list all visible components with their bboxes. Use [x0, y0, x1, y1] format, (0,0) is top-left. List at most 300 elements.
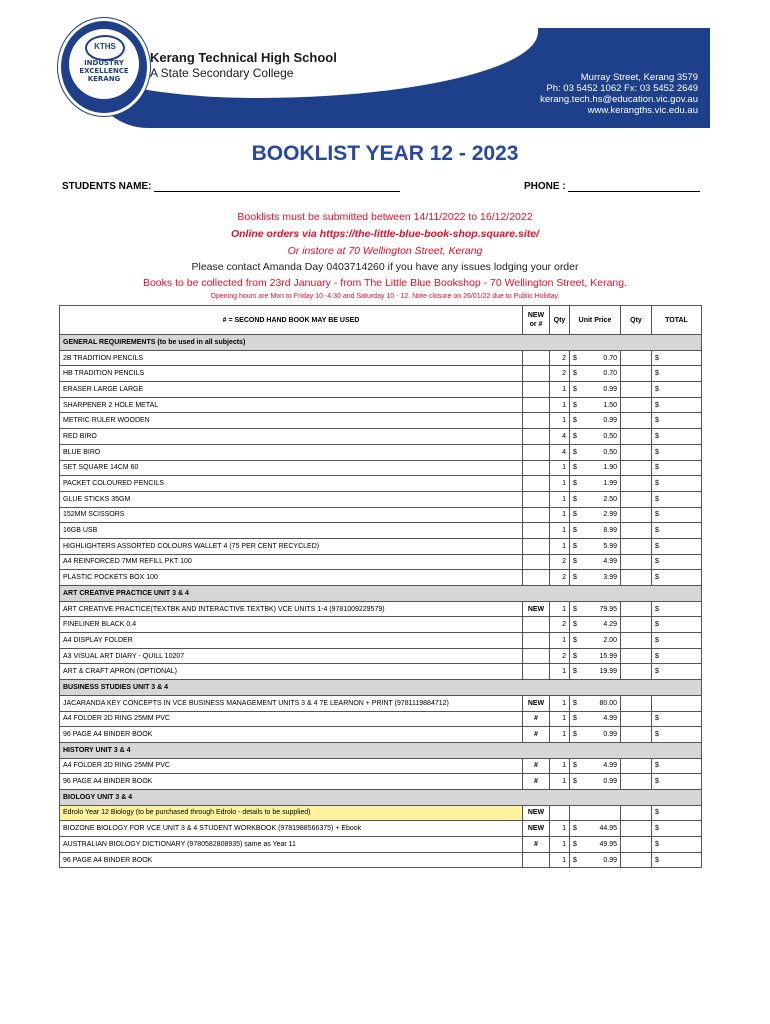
order-qty-input[interactable] — [621, 601, 652, 617]
order-qty-input[interactable] — [621, 570, 652, 586]
price-value: 0.70 — [603, 370, 617, 378]
currency-symbol: $ — [573, 621, 577, 629]
table-body — [60, 335, 702, 868]
item-qty: 1 — [550, 758, 570, 774]
page-title: BOOKLIST YEAR 12 - 2023 — [251, 142, 519, 165]
item-flag: # — [523, 758, 550, 774]
item-flag: NEW — [523, 805, 550, 821]
item-total: $ — [652, 805, 702, 821]
item-description: 2B TRADITION PENCILS — [60, 350, 523, 366]
order-qty-input[interactable] — [621, 821, 652, 837]
section-header-row — [60, 335, 702, 351]
table-row — [60, 507, 702, 523]
item-description: BLUE BIRO — [60, 444, 523, 460]
section-title: BIOLOGY UNIT 3 & 4 — [60, 789, 702, 805]
section-header-row — [60, 680, 702, 696]
item-unit-price — [570, 837, 621, 853]
item-qty: 1 — [550, 460, 570, 476]
price-value: 44.95 — [599, 825, 617, 833]
currency-symbol: $ — [573, 574, 577, 582]
item-flag — [523, 648, 550, 664]
notice-hours: Opening hours are Mon to Friday 10 -4:30 and Saturday 10 - 12. Note closure on 26/01/22 due to Public Holiday. — [210, 293, 560, 300]
price-value: 1.99 — [603, 480, 617, 488]
school-crest-logo — [58, 18, 150, 116]
table-row — [60, 554, 702, 570]
item-description: A4 DISPLAY FOLDER — [60, 633, 523, 649]
table-row — [60, 648, 702, 664]
item-unit-price — [570, 601, 621, 617]
item-qty: 2 — [550, 366, 570, 382]
item-total — [652, 695, 702, 711]
order-qty-input[interactable] — [621, 695, 652, 711]
school-contact — [540, 72, 698, 116]
price-value: 0.99 — [603, 731, 617, 739]
item-qty: 1 — [550, 727, 570, 743]
price-value: 19.99 — [599, 668, 617, 676]
order-qty-input[interactable] — [621, 805, 652, 821]
contact-website: www.kerangths.vic.edu.au — [587, 105, 698, 116]
table-row — [60, 444, 702, 460]
currency-symbol: $ — [573, 558, 577, 566]
currency-symbol: $ — [573, 354, 577, 362]
order-qty-input[interactable] — [621, 523, 652, 539]
item-description: 16GB USB — [60, 523, 523, 539]
table-row — [60, 852, 702, 868]
notice-contact: Please contact Amanda Day 0403714260 if you have any issues lodging your order — [191, 261, 579, 273]
table-row — [60, 460, 702, 476]
table-row — [60, 821, 702, 837]
item-qty: 1 — [550, 601, 570, 617]
item-unit-price — [570, 852, 621, 868]
item-description: PACKET COLOURED PENCILS — [60, 476, 523, 492]
item-total: $ — [652, 538, 702, 554]
item-total: $ — [652, 821, 702, 837]
currency-symbol: $ — [573, 480, 577, 488]
item-total: $ — [652, 413, 702, 429]
crest-motto: INDUSTRY EXCELLENCE KERANG — [79, 59, 129, 83]
order-qty-input[interactable] — [621, 413, 652, 429]
item-total: $ — [652, 382, 702, 398]
students-name-field[interactable] — [62, 181, 400, 192]
item-total: $ — [652, 617, 702, 633]
item-flag — [523, 538, 550, 554]
item-unit-price — [570, 413, 621, 429]
item-description: FINELINER BLACK 0.4 — [60, 617, 523, 633]
crest-monogram: KTHS — [85, 35, 125, 61]
price-value: 49.95 — [599, 840, 617, 848]
item-unit-price — [570, 805, 621, 821]
item-unit-price — [570, 507, 621, 523]
header-description: # = SECOND HAND BOOK MAY BE USED — [60, 306, 523, 335]
item-unit-price — [570, 382, 621, 398]
item-total: $ — [652, 507, 702, 523]
item-description: A4 FOLDER 2D RING 25MM PVC — [60, 711, 523, 727]
table-row — [60, 538, 702, 554]
students-name-label: STUDENTS NAME: — [62, 181, 152, 192]
price-value: 1.90 — [603, 464, 617, 472]
item-total: $ — [652, 429, 702, 445]
currency-symbol: $ — [573, 715, 577, 723]
item-unit-price — [570, 664, 621, 680]
currency-symbol: $ — [573, 495, 577, 503]
price-value: 79.95 — [599, 605, 617, 613]
item-description: 96 PAGE A4 BINDER BOOK — [60, 727, 523, 743]
item-description: GLUE STICKS 35GM — [60, 491, 523, 507]
item-description: HB TRADITION PENCILS — [60, 366, 523, 382]
currency-symbol: $ — [573, 825, 577, 833]
item-flag — [523, 444, 550, 460]
order-qty-input[interactable] — [621, 429, 652, 445]
item-description: METRIC RULER WOODEN — [60, 413, 523, 429]
item-qty: 1 — [550, 695, 570, 711]
item-description: A4 FOLDER 2D RING 25MM PVC — [60, 758, 523, 774]
item-qty: 2 — [550, 570, 570, 586]
item-total: $ — [652, 397, 702, 413]
item-flag — [523, 664, 550, 680]
price-value: 3.99 — [603, 574, 617, 582]
item-total: $ — [652, 664, 702, 680]
booklist-table — [59, 305, 702, 868]
table-row — [60, 570, 702, 586]
price-value: 0.50 — [603, 432, 617, 440]
item-total: $ — [652, 491, 702, 507]
item-description: SHARPENER 2 HOLE METAL — [60, 397, 523, 413]
table-header-row — [60, 306, 702, 335]
item-total: $ — [652, 570, 702, 586]
order-qty-input[interactable] — [621, 491, 652, 507]
price-value: 0.99 — [603, 385, 617, 393]
contact-phone: Ph: 03 5452 1062 Fx: 03 5452 2649 — [546, 83, 698, 94]
item-description: SET SQUARE 14CM 60 — [60, 460, 523, 476]
item-flag — [523, 382, 550, 398]
item-flag — [523, 350, 550, 366]
contact-email: kerang.tech.hs@education.vic.gov.au — [540, 94, 698, 105]
price-value: 4.99 — [603, 558, 617, 566]
currency-symbol: $ — [573, 370, 577, 378]
item-flag — [523, 366, 550, 382]
item-qty: 1 — [550, 382, 570, 398]
item-qty: 1 — [550, 664, 570, 680]
item-description: 96 PAGE A4 BINDER BOOK — [60, 852, 523, 868]
item-qty: 1 — [550, 476, 570, 492]
currency-symbol: $ — [573, 778, 577, 786]
order-qty-input[interactable] — [621, 633, 652, 649]
price-value: 0.99 — [603, 778, 617, 786]
item-description: ERASER LARGE LARGE — [60, 382, 523, 398]
item-flag — [523, 554, 550, 570]
order-qty-input[interactable] — [621, 444, 652, 460]
item-total: $ — [652, 758, 702, 774]
item-flag — [523, 570, 550, 586]
order-qty-input[interactable] — [621, 366, 652, 382]
order-qty-input[interactable] — [621, 507, 652, 523]
phone-line[interactable] — [568, 181, 700, 192]
item-total: $ — [652, 350, 702, 366]
item-unit-price — [570, 617, 621, 633]
order-qty-input[interactable] — [621, 774, 652, 790]
item-flag: # — [523, 837, 550, 853]
currency-symbol: $ — [573, 668, 577, 676]
price-value: 4.99 — [603, 762, 617, 770]
item-unit-price — [570, 554, 621, 570]
item-qty: 1 — [550, 852, 570, 868]
currency-symbol: $ — [573, 731, 577, 739]
header-qty: Qty — [550, 306, 570, 335]
item-flag — [523, 852, 550, 868]
item-qty: 1 — [550, 711, 570, 727]
currency-symbol: $ — [573, 527, 577, 535]
item-total: $ — [652, 554, 702, 570]
item-unit-price — [570, 366, 621, 382]
price-value: 2.99 — [603, 511, 617, 519]
currency-symbol: $ — [573, 432, 577, 440]
item-qty: 1 — [550, 633, 570, 649]
item-flag — [523, 523, 550, 539]
order-qty-input[interactable] — [621, 397, 652, 413]
item-flag — [523, 507, 550, 523]
table-row — [60, 617, 702, 633]
item-qty — [550, 805, 570, 821]
section-title: BUSINESS STUDIES UNIT 3 & 4 — [60, 680, 702, 696]
item-description: HIGHLIGHTERS ASSORTED COLOURS WALLET 4 (75 PER CENT RECYCLED) — [60, 538, 523, 554]
table-row — [60, 476, 702, 492]
table-row — [60, 774, 702, 790]
currency-symbol: $ — [573, 464, 577, 472]
price-value: 2.00 — [603, 636, 617, 644]
students-name-line[interactable] — [154, 181, 400, 192]
table-row — [60, 413, 702, 429]
header-new-or-hash: NEW or # — [523, 306, 550, 335]
item-flag — [523, 491, 550, 507]
table-row — [60, 727, 702, 743]
item-total: $ — [652, 444, 702, 460]
item-qty: 2 — [550, 617, 570, 633]
currency-symbol: $ — [573, 840, 577, 848]
notice-online[interactable]: Online orders via https://the-little-blue-book-shop.square.site/ — [230, 228, 540, 240]
item-unit-price — [570, 758, 621, 774]
section-title: HISTORY UNIT 3 & 4 — [60, 742, 702, 758]
item-total: $ — [652, 633, 702, 649]
item-qty: 1 — [550, 821, 570, 837]
price-value: 0.99 — [603, 856, 617, 864]
item-unit-price — [570, 633, 621, 649]
item-flag: NEW — [523, 601, 550, 617]
item-description: Edrolo Year 12 Biology (to be purchased through Edrolo - details to be supplied) — [60, 805, 523, 821]
price-value: 15.99 — [599, 652, 617, 660]
section-header-row — [60, 789, 702, 805]
table-row — [60, 695, 702, 711]
item-description: ART & CRAFT APRON (OPTIONAL) — [60, 664, 523, 680]
section-title: GENERAL REQUIREMENTS (to be used in all subjects) — [60, 335, 702, 351]
price-value: 4.99 — [603, 715, 617, 723]
table-row — [60, 429, 702, 445]
currency-symbol: $ — [573, 542, 577, 550]
item-flag: # — [523, 774, 550, 790]
item-qty: 1 — [550, 774, 570, 790]
currency-symbol: $ — [573, 385, 577, 393]
notice-submit: Booklists must be submitted between 14/11/2022 to 16/12/2022 — [237, 211, 533, 223]
currency-symbol: $ — [573, 511, 577, 519]
order-qty-input[interactable] — [621, 476, 652, 492]
item-unit-price — [570, 350, 621, 366]
school-header — [58, 18, 710, 130]
currency-symbol: $ — [573, 636, 577, 644]
currency-symbol: $ — [573, 652, 577, 660]
item-qty: 1 — [550, 523, 570, 539]
item-description: BIOZONE BIOLOGY FOR VCE UNIT 3 & 4 STUDENT WORKBOOK (9781988566375) + Ebook — [60, 821, 523, 837]
item-unit-price — [570, 727, 621, 743]
item-total: $ — [652, 727, 702, 743]
item-flag: NEW — [523, 695, 550, 711]
price-value: 2.50 — [603, 495, 617, 503]
item-unit-price — [570, 774, 621, 790]
item-total: $ — [652, 523, 702, 539]
phone-field[interactable] — [524, 181, 700, 192]
table-row — [60, 397, 702, 413]
table-row — [60, 633, 702, 649]
item-unit-price — [570, 570, 621, 586]
header-order-qty: Qty — [621, 306, 652, 335]
item-qty: 2 — [550, 554, 570, 570]
price-value: 0.50 — [603, 448, 617, 456]
order-qty-input[interactable] — [621, 837, 652, 853]
item-unit-price — [570, 444, 621, 460]
item-description: PLASTIC POCKETS BOX 100 — [60, 570, 523, 586]
table-row — [60, 758, 702, 774]
item-description: ART CREATIVE PRACTICE(TEXTBK AND INTERACTIVE TEXTBK) VCE UNITS 1-4 (9781009229579) — [60, 601, 523, 617]
item-unit-price — [570, 429, 621, 445]
item-unit-price — [570, 695, 621, 711]
item-total: $ — [652, 601, 702, 617]
item-total: $ — [652, 711, 702, 727]
item-total: $ — [652, 852, 702, 868]
item-total: $ — [652, 774, 702, 790]
currency-symbol: $ — [573, 401, 577, 409]
item-qty: 4 — [550, 444, 570, 460]
item-flag: # — [523, 711, 550, 727]
price-value: 80.00 — [599, 699, 617, 707]
item-unit-price — [570, 538, 621, 554]
item-qty: 1 — [550, 397, 570, 413]
order-qty-input[interactable] — [621, 711, 652, 727]
item-description: RED BIRO — [60, 429, 523, 445]
order-qty-input[interactable] — [621, 554, 652, 570]
header-unit-price: Unit Price — [570, 306, 621, 335]
item-flag — [523, 397, 550, 413]
currency-symbol: $ — [573, 699, 577, 707]
item-qty: 1 — [550, 491, 570, 507]
item-description: JACARANDA KEY CONCEPTS IN VCE BUSINESS MANAGEMENT UNITS 3 & 4 7E LEARNON + PRINT (9781119884712) — [60, 695, 523, 711]
table-row — [60, 523, 702, 539]
currency-symbol: $ — [573, 605, 577, 613]
phone-label: PHONE : — [524, 181, 566, 192]
item-description: A3 VISUAL ART DIARY - QUILL 10207 — [60, 648, 523, 664]
item-qty: 1 — [550, 538, 570, 554]
section-header-row — [60, 742, 702, 758]
item-flag — [523, 429, 550, 445]
item-flag — [523, 476, 550, 492]
item-flag: # — [523, 727, 550, 743]
item-qty: 1 — [550, 837, 570, 853]
table-row — [60, 366, 702, 382]
table-row — [60, 350, 702, 366]
table-row — [60, 601, 702, 617]
price-value: 0.70 — [603, 354, 617, 362]
item-qty: 4 — [550, 429, 570, 445]
school-name: Kerang Technical High School — [150, 50, 337, 65]
order-qty-input[interactable] — [621, 664, 652, 680]
item-description: A4 REINFORCED 7MM REFILL PKT 100 — [60, 554, 523, 570]
price-value: 0.99 — [603, 417, 617, 425]
item-total: $ — [652, 837, 702, 853]
item-description: 152MM SCISSORS — [60, 507, 523, 523]
item-unit-price — [570, 648, 621, 664]
item-qty: 1 — [550, 507, 570, 523]
order-qty-input[interactable] — [621, 617, 652, 633]
item-flag — [523, 617, 550, 633]
currency-symbol: $ — [573, 448, 577, 456]
order-qty-input[interactable] — [621, 350, 652, 366]
price-value: 8.99 — [603, 527, 617, 535]
item-description: 96 PAGE A4 BINDER BOOK — [60, 774, 523, 790]
price-value: 5.99 — [603, 542, 617, 550]
section-title: ART CREATIVE PRACTICE UNIT 3 & 4 — [60, 586, 702, 602]
table-row — [60, 805, 702, 821]
order-qty-input[interactable] — [621, 538, 652, 554]
order-qty-input[interactable] — [621, 648, 652, 664]
table-row — [60, 491, 702, 507]
order-qty-input[interactable] — [621, 382, 652, 398]
table-row — [60, 664, 702, 680]
school-subtitle: A State Secondary College — [150, 66, 294, 80]
table-row — [60, 837, 702, 853]
item-qty: 1 — [550, 413, 570, 429]
item-total: $ — [652, 648, 702, 664]
currency-symbol: $ — [573, 417, 577, 425]
item-total: $ — [652, 476, 702, 492]
item-flag — [523, 460, 550, 476]
notice-instore: Or instore at 70 Wellington Street, Kerang — [287, 245, 483, 257]
notice-collect: Books to be collected from 23rd January - from The Little Blue Bookshop - 70 Wellington Street, Kerang. — [142, 277, 628, 289]
table-row — [60, 382, 702, 398]
item-unit-price — [570, 491, 621, 507]
currency-symbol: $ — [573, 762, 577, 770]
item-unit-price — [570, 397, 621, 413]
item-unit-price — [570, 460, 621, 476]
item-unit-price — [570, 711, 621, 727]
item-unit-price — [570, 523, 621, 539]
item-total: $ — [652, 366, 702, 382]
item-flag: NEW — [523, 821, 550, 837]
order-qty-input[interactable] — [621, 852, 652, 868]
order-qty-input[interactable] — [621, 758, 652, 774]
item-qty: 2 — [550, 350, 570, 366]
item-description: AUSTRALIAN BIOLOGY DICTIONARY (9780582808935) same as Year 11 — [60, 837, 523, 853]
item-unit-price — [570, 821, 621, 837]
order-qty-input[interactable] — [621, 460, 652, 476]
item-qty: 2 — [550, 648, 570, 664]
item-flag — [523, 633, 550, 649]
section-header-row — [60, 586, 702, 602]
header-total: TOTAL — [652, 306, 702, 335]
item-flag — [523, 413, 550, 429]
item-unit-price — [570, 476, 621, 492]
item-total: $ — [652, 460, 702, 476]
price-value: 1.50 — [603, 401, 617, 409]
order-qty-input[interactable] — [621, 727, 652, 743]
currency-symbol: $ — [573, 856, 577, 864]
price-value: 4.29 — [603, 621, 617, 629]
